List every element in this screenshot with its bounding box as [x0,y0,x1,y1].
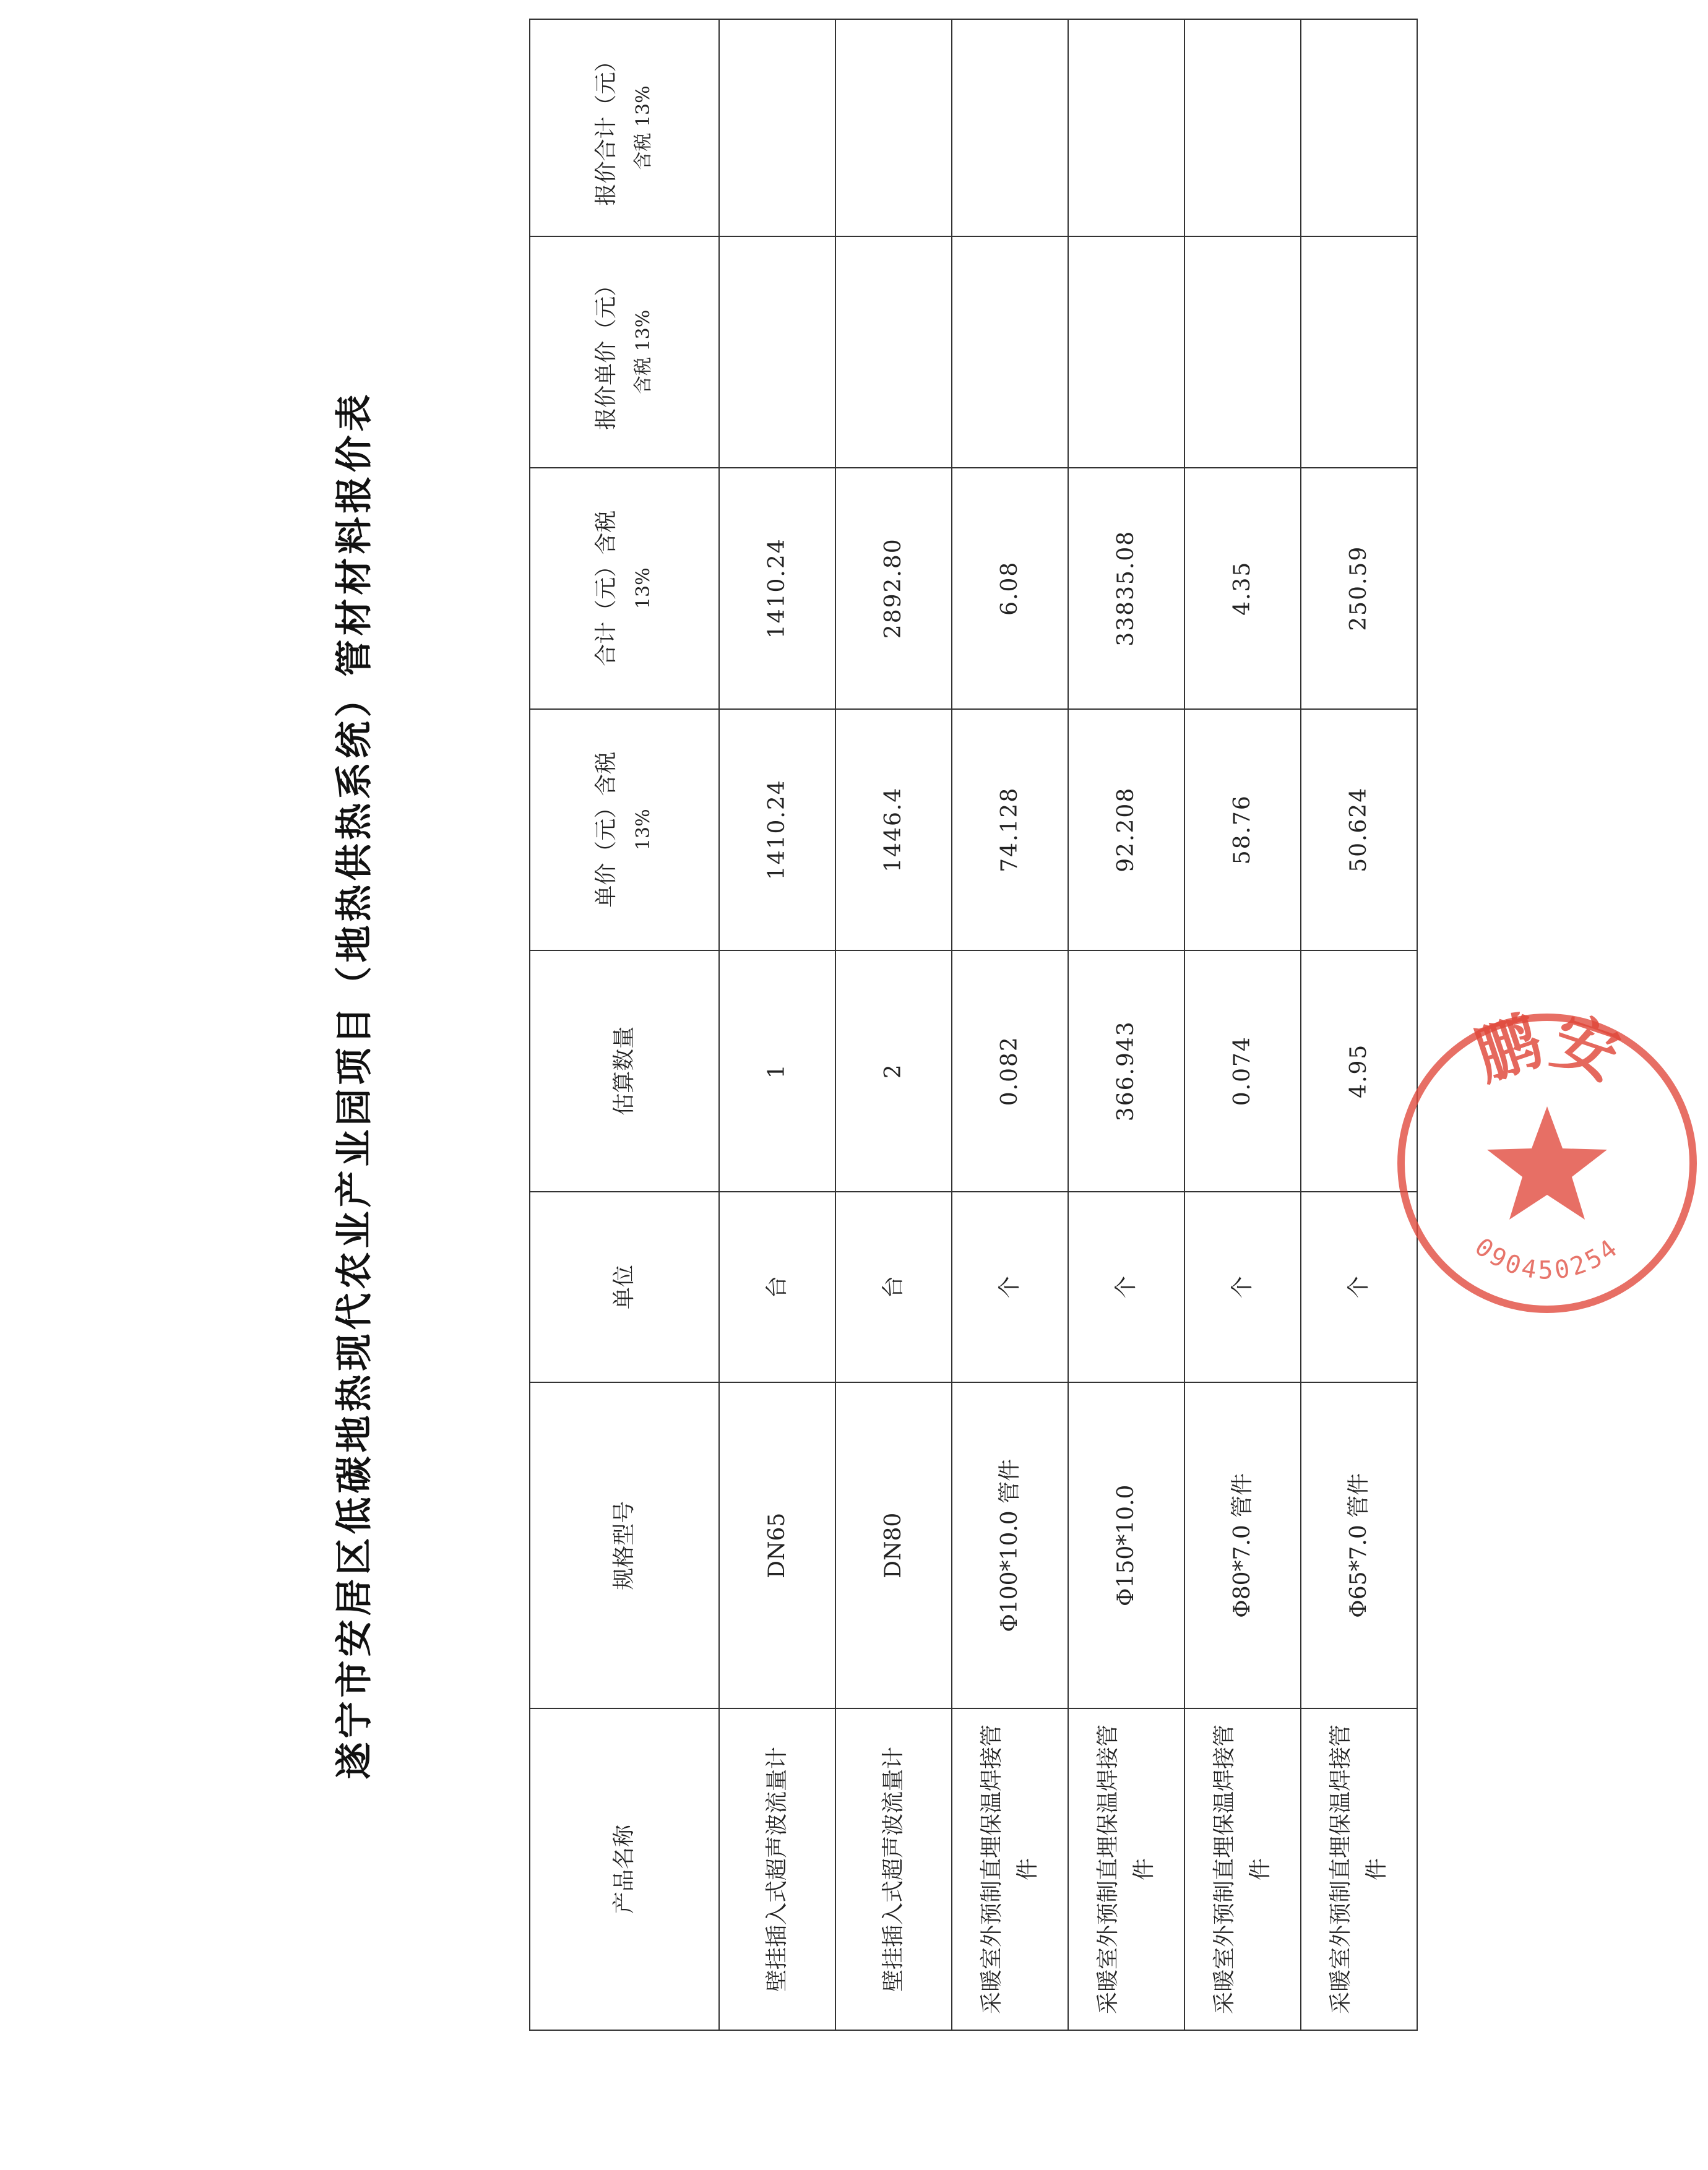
cell-total: 1410.24 [719,468,835,709]
cell-quote-total [1184,19,1301,236]
table-row [835,19,952,2030]
header-unit: 单位 [530,1192,719,1383]
cell-unit-price: 50.624 [1301,709,1417,950]
cell-total: 4.35 [1184,468,1301,709]
cell-quote-total [952,19,1068,236]
header-quote-unit-price: 报价单价（元） 含税 13% [530,236,719,468]
cell-unit: 台 [835,1192,952,1383]
cell-spec: Φ80*7.0 管件 [1184,1383,1301,1709]
cell-unit-price: 58.76 [1184,709,1301,950]
cell-total: 250.59 [1301,468,1417,709]
cell-unit: 个 [1184,1192,1301,1383]
cell-quantity: 4.95 [1301,950,1417,1192]
seal-name-text: 鹏安 [1465,1002,1629,1095]
cell-quote-unit-price [952,236,1068,468]
header-quote-total: 报价合计（元） 含税 13% [530,19,719,236]
cell-spec: DN80 [835,1383,952,1709]
table-row [1068,19,1184,2030]
table-row [1301,19,1417,2030]
cell-unit: 个 [1301,1192,1417,1383]
cell-quote-total [1301,19,1417,236]
cell-unit: 台 [719,1192,835,1383]
cell-product-name: 采暖室外预制直埋保温焊接管件 [952,1708,1068,2030]
cell-quote-total [835,19,952,236]
header-spec-model: 规格型号 [530,1383,719,1709]
cell-unit: 个 [952,1192,1068,1383]
table-row [1184,19,1301,2030]
header-total: 合计（元）含税 13% [530,468,719,709]
cell-spec: Φ100*10.0 管件 [952,1383,1068,1709]
cell-unit-price: 1410.24 [719,709,835,950]
cell-quote-unit-price [1068,236,1184,468]
cell-quote-unit-price [719,236,835,468]
table-header-row [530,19,719,2030]
header-estimated-quantity: 估算数量 [530,950,719,1192]
seal-number-text: 090450254 [1469,1233,1625,1285]
cell-quote-unit-price [835,236,952,468]
cell-product-name: 采暖室外预制直埋保温焊接管件 [1301,1708,1417,2030]
cell-unit-price: 1446.4 [835,709,952,950]
table-row [719,19,835,2030]
header-product-name: 产品名称 [530,1708,719,2030]
cell-quote-unit-price [1184,236,1301,468]
cell-spec: DN65 [719,1383,835,1709]
cell-unit: 个 [1068,1192,1184,1383]
cell-quantity: 366.943 [1068,950,1184,1192]
cell-product-name: 采暖室外预制直埋保温焊接管件 [1068,1708,1184,2030]
cell-spec: Φ150*10.0 [1068,1383,1184,1709]
document-title: 遂宁市安居区低碳地热现代农业产业园项目（地热供热系统）管材材料报价表 [333,390,376,1780]
table-row [952,19,1068,2030]
cell-spec: Φ65*7.0 管件 [1301,1383,1417,1709]
header-unit-price: 单价（元）含税 13% [530,709,719,950]
cell-total: 33835.08 [1068,468,1184,709]
cell-quote-total [719,19,835,236]
cell-product-name: 壁挂插入式超声波流量计 [835,1708,952,2030]
cell-quantity: 0.074 [1184,950,1301,1192]
cell-total: 2892.80 [835,468,952,709]
cell-quantity: 0.082 [952,950,1068,1192]
cell-unit-price: 74.128 [952,709,1068,950]
cell-quote-unit-price [1301,236,1417,468]
cell-product-name: 采暖室外预制直埋保温焊接管件 [1184,1708,1301,2030]
cell-quantity: 1 [719,950,835,1192]
cell-quantity: 2 [835,950,952,1192]
cell-quote-total [1068,19,1184,236]
quotation-table [529,19,1418,2031]
cell-unit-price: 92.208 [1068,709,1184,950]
cell-total: 6.08 [952,468,1068,709]
cell-product-name: 壁挂插入式超声波流量计 [719,1708,835,2030]
